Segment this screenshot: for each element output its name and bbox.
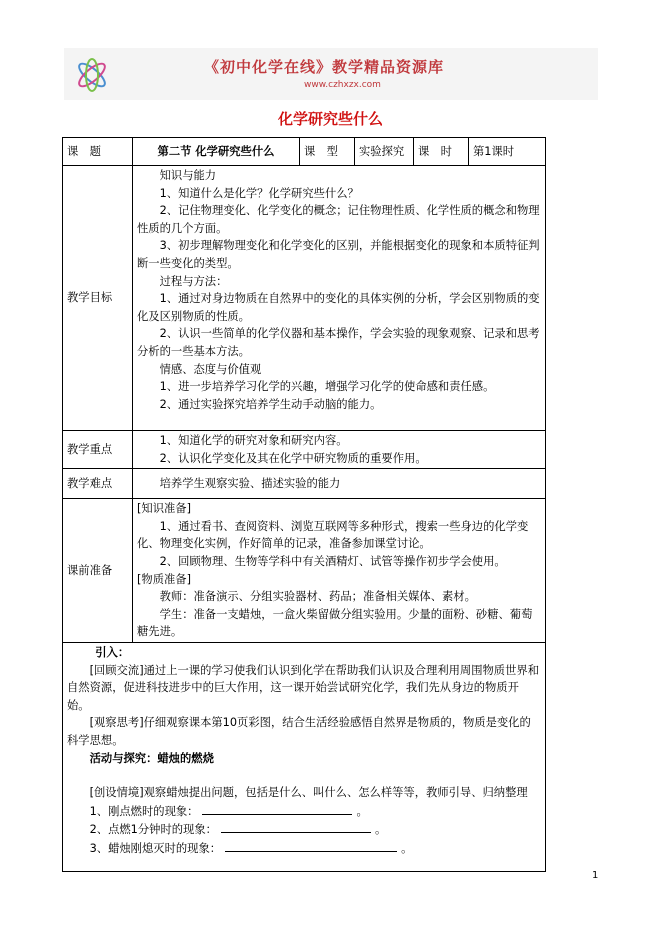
header-row [63,138,546,166]
key-points-label: 教学重点 [63,431,133,469]
objective-line: 2、记住物理变化、化学变化的概念；记住物理性质、化学性质的概念和物理性质的几个方面。 [137,204,540,235]
answer-blank[interactable] [221,820,371,833]
key-point-line: 2、认识化学变化及其在化学中研究物质的重要作用。 [159,451,427,465]
review-paragraph: [回顾交流]通过上一课的学习使我们认识到化学在帮助我们认识及合理利用周围物质世界和自然资源，促进科技进步中的巨大作用，这一课开始尝试研究化学，我们先从身边的物质开始。 [67,663,539,712]
topic-label: 课 题 [63,138,133,166]
objective-line: 1、知道什么是化学？化学研究些什么？ [159,186,359,200]
topic-value: 第二节 化学研究些什么 [133,138,300,166]
key-points-content [133,431,546,469]
period: 。 [401,841,413,855]
banner-title: 《初中化学在线》教学精品资源库 [204,58,445,76]
key-points-row [63,431,546,469]
hours-label: 课 时 [414,138,469,166]
observe-paragraph: [观察思考]仔细观察课本第10页彩图，结合生活经验感悟自然界是物质的，物质是变化的科学思想。 [67,716,531,747]
objectives-label: 教学目标 [63,166,133,431]
type-value: 实验探究 [355,138,414,166]
objective-line: 2、认识一些简单的化学仪器和基本操作，学会实验的现象观察、记录和思考分析的一些基本方法。 [137,327,540,358]
page-title: 化学研究些什么 [277,110,383,128]
question-3 [67,839,541,858]
banner-url: www.czhxzx.com [304,80,381,90]
preparation-label: 课前准备 [63,499,133,643]
lesson-plan-table [62,137,546,872]
scenario-paragraph: [创设情境]观察蜡烛提出问题，包括是什么、叫什么、怎么样等等，教师引导、归纳整理 [89,786,528,800]
preparation-heading: [物质准备] [137,572,192,586]
objective-line: 3、初步理解物理变化和化学变化的区别，并能根据变化的现象和本质特征判断一些变化的类型。 [137,239,540,270]
objective-line: 知识与能力 [159,169,217,182]
difficulty-content: 培养学生观察实验、描述实验的能力 [133,469,546,499]
objectives-content [133,166,546,431]
period: 。 [374,823,387,837]
objective-line: 过程与方法： [159,274,228,288]
objectives-row [63,166,546,431]
activity-heading: 活动与探究：蜡烛的燃烧 [89,751,214,765]
preparation-line: 教师：准备演示、分组实验器材、药品；准备相关媒体、素材。 [159,590,476,604]
objective-line: 1、通过对身边物质在自然界中的变化的具体实例的分析，学会区别物质的变化及区别物质的性质。 [137,292,540,323]
question-text: 2、点燃1分钟时的现象： [89,823,217,837]
lesson-body [63,642,546,871]
key-point-line: 1、知道化学的研究对象和研究内容。 [159,434,348,447]
difficulty-row [63,469,546,499]
hours-value: 第1课时 [469,138,546,166]
question-2 [67,820,541,839]
type-label: 课 型 [300,138,355,166]
question-1 [67,802,541,821]
objective-line: 情感、态度与价值观 [159,362,262,376]
preparation-row [63,499,546,643]
question-text: 1、刚点燃时的现象： [89,804,199,818]
page-number: 1 [592,870,599,881]
resource-banner [64,48,598,100]
lesson-body-row [63,642,546,871]
preparation-line: 学生：准备一支蜡烛，一盒火柴留做分组实验用。少量的面粉、砂糖、葡萄糖先进。 [137,607,533,639]
atom-logo-icon [72,56,112,94]
difficulty-label: 教学难点 [63,469,133,499]
question-text: 3、蜡烛刚熄灭时的现象： [89,841,222,855]
preparation-line: 2、回顾物理、生物等学科中有关酒精灯、试管等操作初步学会使用。 [159,554,506,568]
answer-blank[interactable] [202,802,352,815]
preparation-line: 1、通过看书、查阅资料、浏览互联网等多种形式，搜索一些身边的化学变化、物理变化实例，作好简单的记录，准备参加课堂讨论。 [137,519,529,551]
preparation-content [133,499,546,643]
intro-heading: 引入： [95,645,130,659]
objective-line: 1、进一步培养学习化学的兴趣，增强学习化学的使命感和责任感。 [159,380,495,394]
answer-blank[interactable] [225,839,397,852]
period: 。 [356,804,368,818]
preparation-heading: [知识准备] [137,502,192,516]
objective-line: 2、通过实验探究培养学生动手动脑的能力。 [159,397,382,411]
